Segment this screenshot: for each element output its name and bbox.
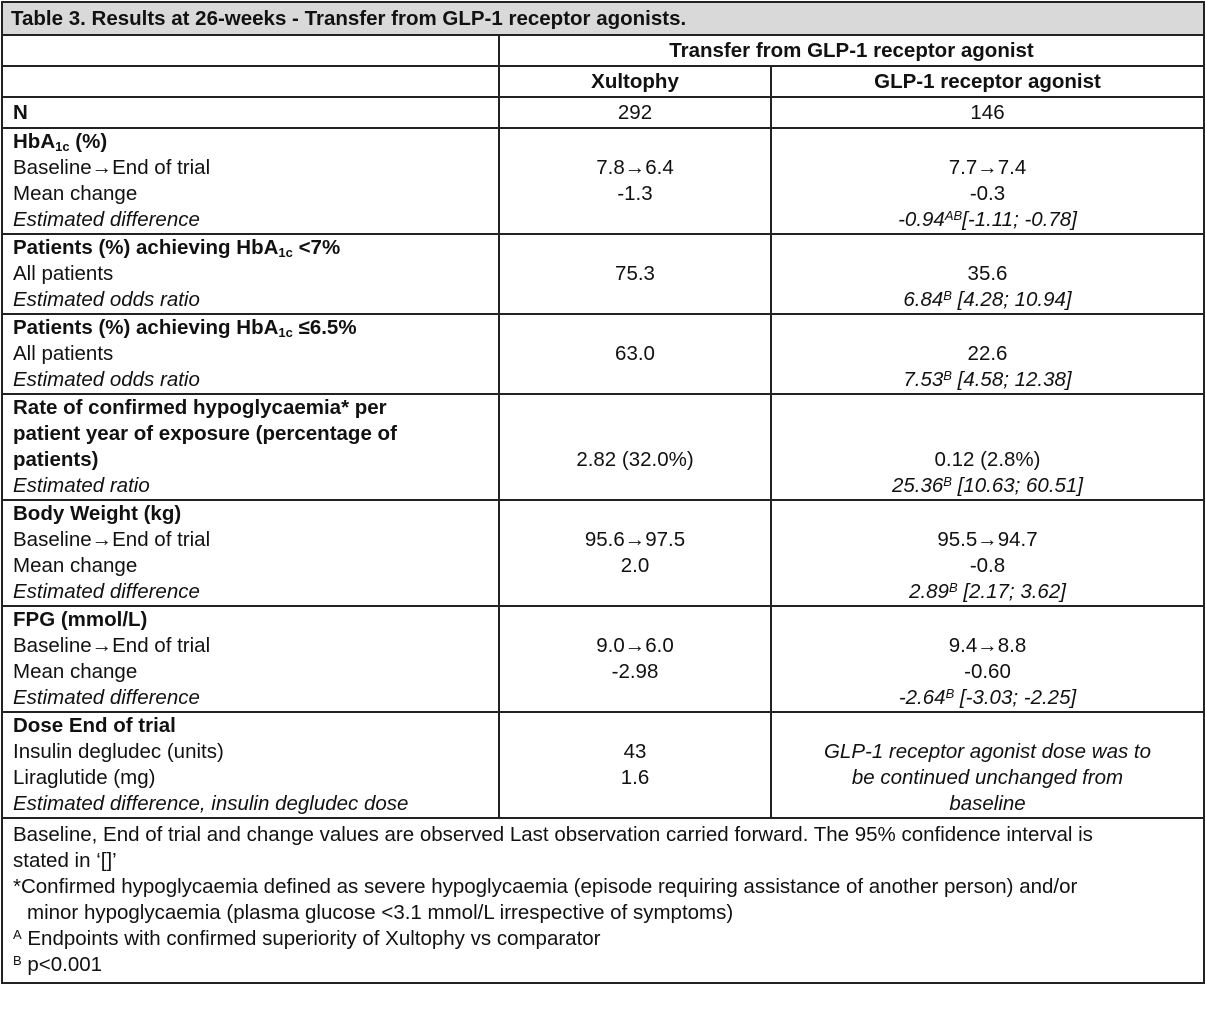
fpg-row [2,606,1204,712]
achieve7-labels [2,234,499,314]
hypoglycaemia-ratio-label: Estimated ratio [13,474,150,497]
n-glp1: 146 [771,97,1204,128]
fpg-xultophy-mean-change: -2.98 [611,660,659,683]
hypoglycaemia-title-line1: Rate of confirmed hypoglycaemia* per [13,396,387,419]
hba1c-glp1 [771,128,1204,234]
hypoglycaemia-title-line2: patient year of exposure (percentage of [13,422,397,445]
dose-xultophy-insulin: 43 [623,740,647,763]
fpg-glp1-baseline: 9.4→8.8 [948,634,1027,657]
body-weight-title: Body Weight (kg) [13,502,182,525]
body-weight-glp1 [771,500,1204,606]
dose-row [2,712,1204,818]
footnote-1-line1: Baseline, End of trial and change values are observed Last observation carried forward. The 95% confidence interval is [13,823,1093,846]
column-header-row [2,66,1204,97]
column-header-glp1: GLP-1 receptor agonist [771,66,1204,97]
footnote-2-line2: minor hypoglycaemia (plasma glucose <3.1 mmol/L irrespective of symptoms) [27,901,734,924]
footnote-1-line2: stated in ‘[]’ [13,849,117,872]
hypoglycaemia-glp1 [771,394,1204,500]
achieve65-glp1-value: 22.6 [967,342,1008,365]
body-weight-glp1-mean-change: -0.8 [969,554,1006,577]
achieve65-xultophy [499,314,771,394]
n-xultophy: 292 [499,97,771,128]
achieve65-labels [2,314,499,394]
dose-estimated-difference-label: Estimated difference, insulin degludec dose [13,792,409,815]
footnote-2-line1: *Confirmed hypoglycaemia defined as severe hypoglycaemia (episode requiring assistance of another person) and/or [13,875,1078,898]
achieve65-glp1 [771,314,1204,394]
fpg-labels [2,606,499,712]
hba1c-xultophy-baseline: 7.8→6.4 [596,156,674,179]
fpg-baseline-label: Baseline→End of trial [13,634,211,657]
achieve65-glp1-odds-ratio: $7.53^B$ [4.58; 12.38] [903,368,1072,391]
hba1c-row [2,128,1204,234]
empty-header-cell [2,35,499,66]
hba1c-baseline-label: Baseline→End of trial [13,156,211,179]
fpg-xultophy-baseline: 9.0→6.0 [596,634,674,657]
body-weight-estimated-difference-label: Estimated difference [13,580,200,603]
group-header-row [2,35,1204,66]
footnotes-row [2,818,1204,983]
body-weight-glp1-baseline: 95.5→94.7 [937,528,1038,551]
body-weight-baseline-label: Baseline→End of trial [13,528,211,551]
dose-glp1-note-line2: be continued unchanged from [851,766,1124,789]
body-weight-xultophy-mean-change: 2.0 [620,554,650,577]
hba1c-mean-change-label: Mean change [13,182,138,205]
dose-labels [2,712,499,818]
body-weight-glp1-estimated-difference: $2.89^B$ [2.17; 3.62] [909,580,1066,603]
hba1c-glp1-mean-change: -0.3 [969,182,1006,205]
achieve7-glp1-odds-ratio: $6.84^B$ [4.28; 10.94] [903,288,1072,311]
achieve65-title: Patients (%) achieving HbA$_{1c}$ ≤6.5% [13,316,357,340]
n-label: N [2,97,499,128]
hypoglycaemia-title-line3: patients) [13,448,99,471]
achieve65-row [2,314,1204,394]
group-header: Transfer from GLP-1 receptor agonist [499,35,1204,66]
body-weight-labels [2,500,499,606]
table-caption: Table 3. Results at 26-weeks - Transfer from GLP-1 receptor agonists. [2,2,1204,35]
footnote-3: $^A$ Endpoints with confirmed superiority of Xultophy vs comparator [13,927,601,950]
hba1c-xultophy-mean-change: -1.3 [617,182,653,205]
hypoglycaemia-xultophy [499,394,771,500]
body-weight-mean-change-label: Mean change [13,554,138,577]
hypoglycaemia-glp1-ratio: $25.36^B$ [10.63; 60.51] [891,474,1084,497]
dose-insulin-label: Insulin degludec (units) [13,740,224,763]
column-header-xultophy: Xultophy [499,66,771,97]
achieve7-xultophy-value: 75.3 [615,262,655,285]
hba1c-labels [2,128,499,234]
achieve65-xultophy-value: 63.0 [615,342,655,365]
achieve7-title: Patients (%) achieving HbA$_{1c}$ <7% [13,236,341,260]
hba1c-xultophy [499,128,771,234]
fpg-estimated-difference-label: Estimated difference [13,686,200,709]
dose-glp1-note-line3: baseline [949,792,1026,815]
achieve7-odds-ratio-label: Estimated odds ratio [13,288,200,311]
body-weight-row [2,500,1204,606]
hypoglycaemia-glp1-value: 0.12 (2.8%) [934,448,1041,471]
footnotes [2,818,1204,983]
fpg-xultophy [499,606,771,712]
results-table [1,1,1205,984]
dose-xultophy [499,712,771,818]
fpg-glp1-estimated-difference: $-2.64^B$ [-3.03; -2.25] [898,686,1077,709]
footnote-4: $^B$ p<0.001 [13,953,103,976]
fpg-title: FPG (mmol/L) [13,608,148,631]
hba1c-title: HbA$_{1c}$ (%) [13,130,108,154]
fpg-glp1-mean-change: -0.60 [964,660,1011,683]
achieve7-glp1 [771,234,1204,314]
dose-title: Dose End of trial [13,714,176,737]
fpg-glp1 [771,606,1204,712]
table-caption-row [2,2,1204,35]
hypoglycaemia-labels [2,394,499,500]
achieve7-all-patients-label: All patients [13,262,114,285]
body-weight-xultophy [499,500,771,606]
achieve7-glp1-value: 35.6 [967,262,1008,285]
hba1c-estimated-difference-label: Estimated difference [13,208,200,231]
n-row [2,97,1204,128]
hypoglycaemia-row [2,394,1204,500]
dose-xultophy-liraglutide: 1.6 [620,766,650,789]
achieve65-all-patients-label: All patients [13,342,114,365]
hba1c-glp1-baseline: 7.7→7.4 [948,156,1027,179]
empty-header-cell [2,66,499,97]
dose-liraglutide-label: Liraglutide (mg) [13,766,156,789]
achieve7-xultophy [499,234,771,314]
body-weight-xultophy-baseline: 95.6→97.5 [584,528,686,551]
hypoglycaemia-xultophy-value: 2.82 (32.0%) [576,448,694,471]
achieve7-row [2,234,1204,314]
hba1c-glp1-estimated-difference: $-0.94^{AB}[-1.11$; -0.78] [898,208,1077,231]
achieve65-odds-ratio-label: Estimated odds ratio [13,368,200,391]
fpg-mean-change-label: Mean change [13,660,138,683]
dose-glp1-note-line1: GLP-1 receptor agonist dose was to [823,740,1152,763]
dose-glp1-note [771,712,1204,818]
